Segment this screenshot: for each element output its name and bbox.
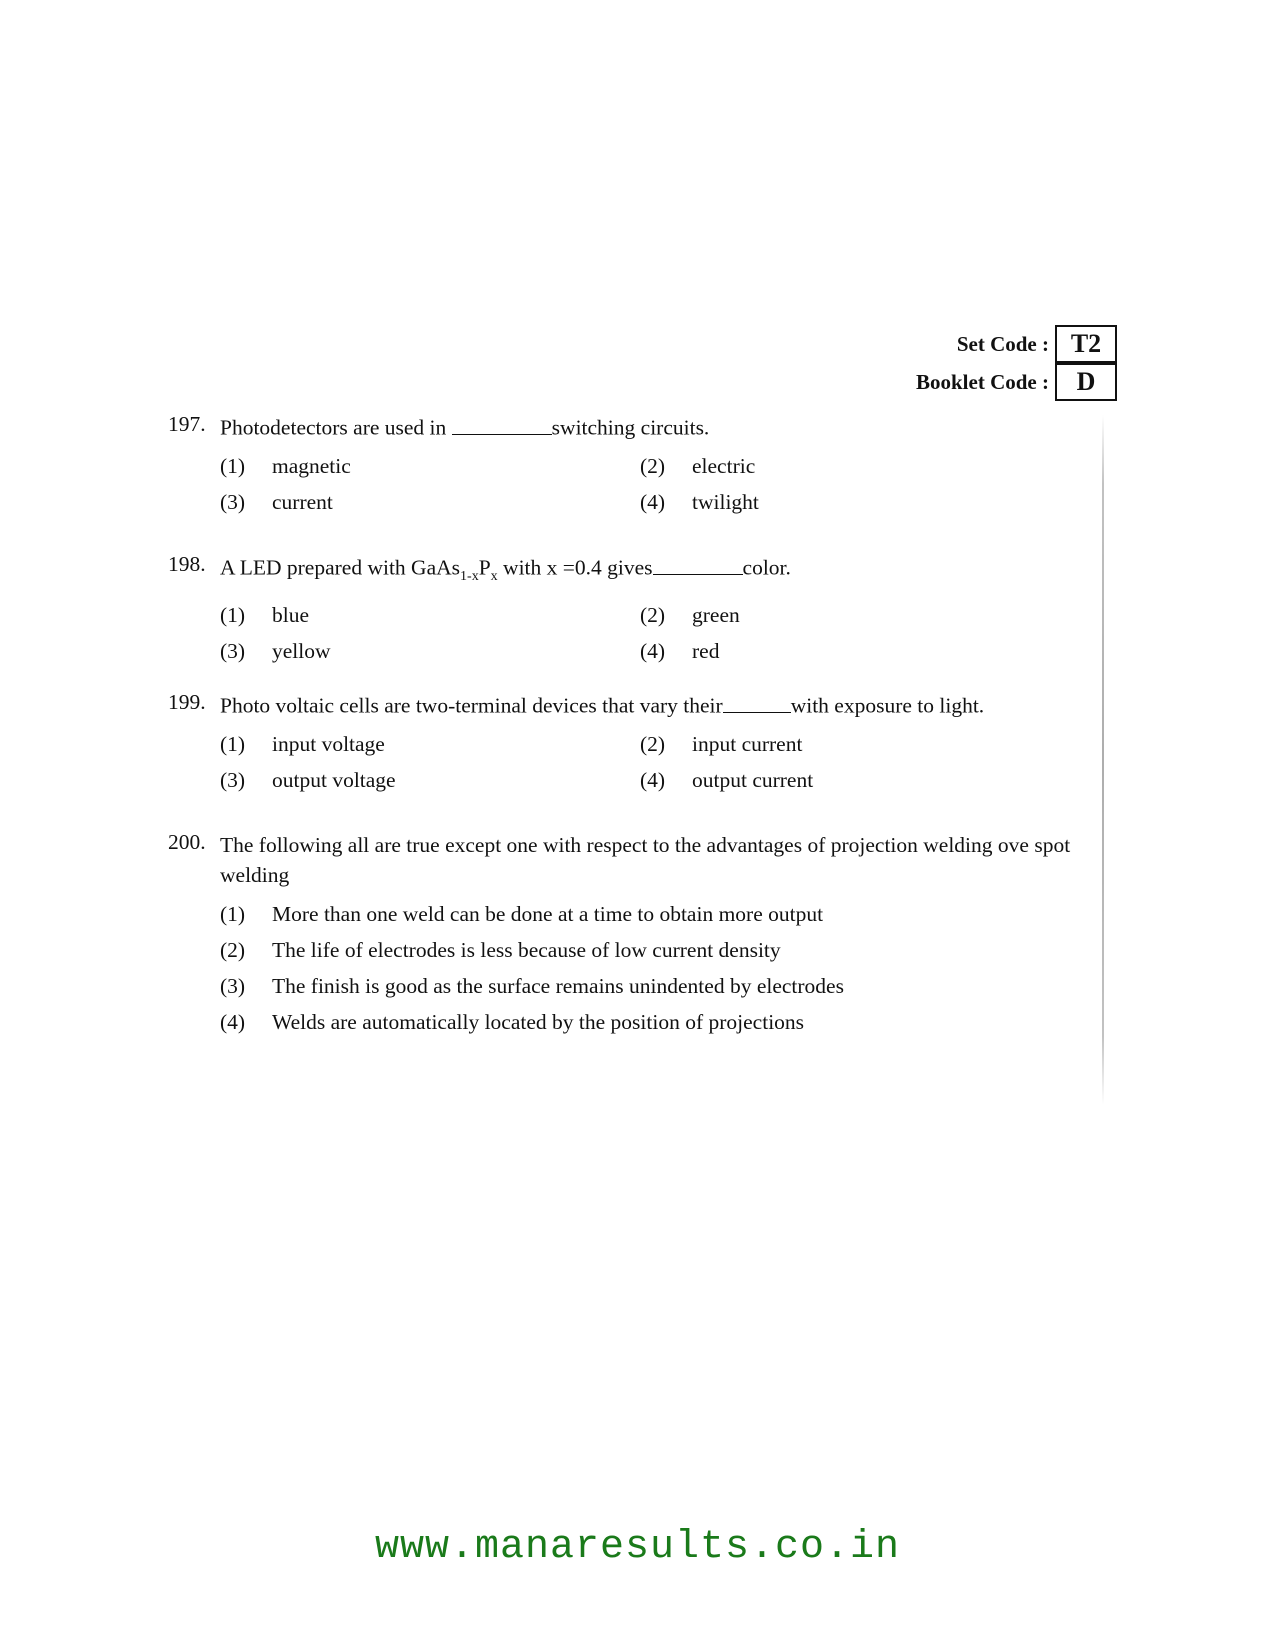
option[interactable]: (1) blue	[220, 603, 310, 628]
question-text: Photodetectors are used in switching circuits.	[220, 412, 1118, 443]
option[interactable]: (1) More than one weld can be done at a time to obtain more output	[220, 901, 824, 926]
option[interactable]: (1) magnetic	[220, 454, 351, 478]
question-text: A LED prepared with $GaAs_{1-x}P_x$ with x =0.4 gives color.	[220, 552, 1118, 592]
question-text: The following all are true except one with respect to the advantages of projection welding ove spot welding	[220, 833, 1071, 887]
question-number: 199.	[168, 690, 206, 714]
booklet-code-label: Booklet Code :	[916, 369, 1049, 394]
options	[220, 449, 1118, 521]
option[interactable]: (2) green	[640, 603, 740, 628]
set-code-value: T2	[1055, 325, 1117, 363]
question-number: 197.	[168, 412, 206, 436]
option[interactable]: (3) The finish is good as the surface remains unindented by electrodes	[220, 973, 844, 998]
option[interactable]: (4) Welds are automatically located by the position of projections	[220, 1009, 805, 1034]
option[interactable]: (4) twilight	[640, 490, 759, 514]
option[interactable]: (3) current	[220, 490, 333, 514]
code-block	[916, 325, 1117, 401]
question-text: Photo voltaic cells are two-terminal devices that vary their with exposure to light.	[220, 690, 1118, 721]
options	[220, 598, 1118, 670]
question-198	[168, 552, 1118, 670]
option[interactable]: (2) The life of electrodes is less because of low current density	[220, 937, 781, 962]
options	[220, 727, 1118, 799]
question-number: 200.	[168, 830, 206, 854]
option[interactable]: (4) output current	[640, 768, 814, 792]
options	[220, 896, 1118, 1040]
answer-blank	[723, 690, 791, 713]
option[interactable]: (4) red	[640, 639, 720, 664]
answer-blank	[653, 552, 743, 575]
question-199	[168, 690, 1118, 799]
option[interactable]: (3) output voltage	[220, 768, 396, 792]
option[interactable]: (2) electric	[640, 454, 756, 478]
question-197	[168, 412, 1118, 521]
set-code-row	[916, 325, 1117, 363]
question-200	[168, 830, 1118, 1040]
website-watermark[interactable]: www.manaresults.co.in	[374, 1525, 901, 1570]
option[interactable]: (2) input current	[640, 732, 803, 756]
booklet-code-row	[916, 363, 1117, 401]
option[interactable]: (3) yellow	[220, 639, 331, 664]
answer-blank	[452, 412, 552, 435]
set-code-label: Set Code :	[956, 331, 1049, 356]
question-number: 198.	[168, 552, 206, 576]
option[interactable]: (1) input voltage	[220, 732, 385, 756]
booklet-code-value: D	[1055, 363, 1117, 401]
